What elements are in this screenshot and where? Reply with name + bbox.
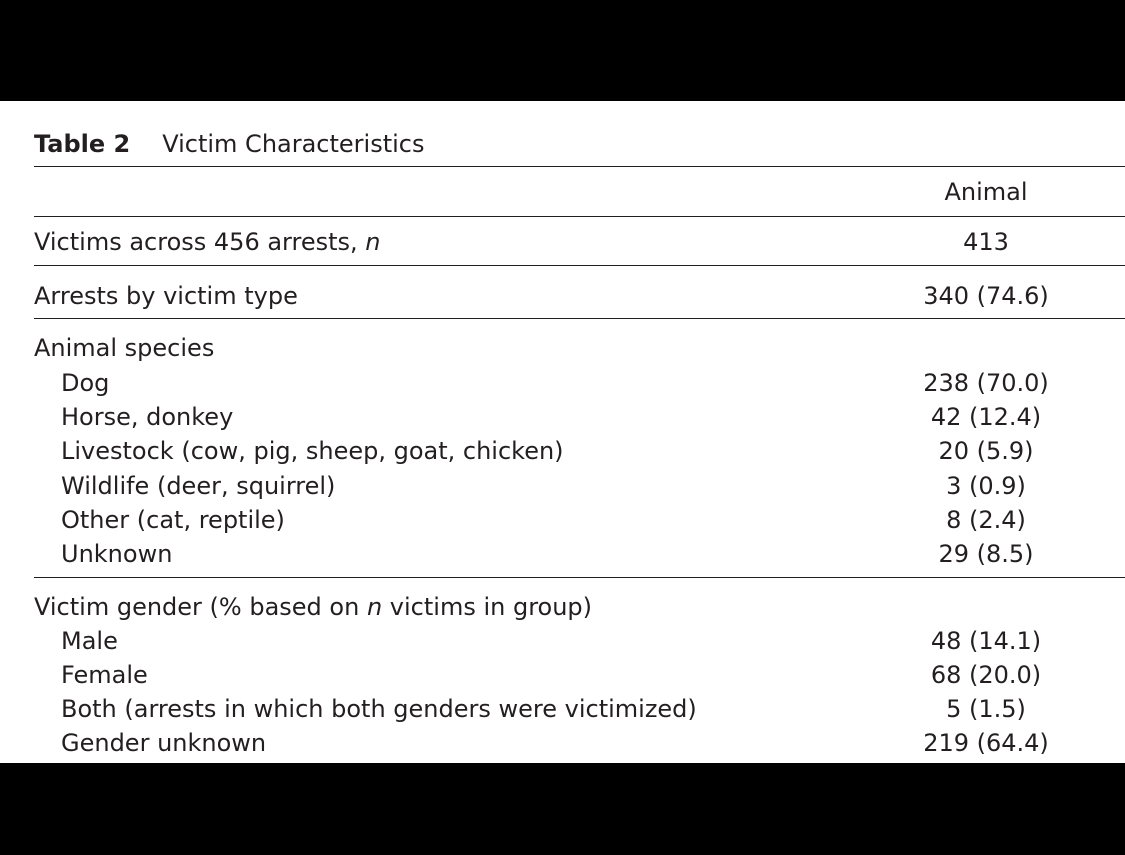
species-row-label: Dog: [61, 369, 110, 397]
top-rule: [34, 166, 1125, 167]
species-row-label: Unknown: [61, 540, 173, 568]
species-row-value: 238 (70.0): [923, 369, 1049, 397]
gender-row-value: 219 (64.4): [923, 729, 1049, 757]
species-row-label: Livestock (cow, pig, sheep, goat, chicken): [61, 437, 564, 465]
species-section-heading: Animal species: [34, 334, 215, 362]
section-rule: [34, 318, 1125, 319]
arrests-row-label: Arrests by victim type: [34, 282, 298, 310]
species-row-value: 8 (2.4): [946, 506, 1026, 534]
species-row-value: 20 (5.9): [938, 437, 1034, 465]
gender-row-label: Both (arrests in which both genders were victimized): [61, 695, 697, 723]
header-rule: [34, 216, 1125, 217]
gender-row-value: 48 (14.1): [930, 627, 1042, 655]
gender-row-label: Gender unknown: [61, 729, 267, 757]
column-header-animal: Animal: [944, 178, 1028, 206]
victims-row-value: 413: [963, 228, 1009, 256]
gender-row-label: Female: [61, 661, 148, 689]
row-rule: [34, 265, 1125, 266]
table-caption: [34, 126, 425, 162]
section-rule: [34, 577, 1125, 578]
gender-row-label: Male: [61, 627, 118, 655]
species-row-value: 3 (0.9): [946, 472, 1026, 500]
species-row-label: Wildlife (deer, squirrel): [61, 472, 336, 500]
table-title: Victim Characteristics: [162, 130, 425, 158]
table-label: Table 2: [34, 130, 131, 158]
species-row-value: 42 (12.4): [930, 403, 1042, 431]
gender-row-value: 68 (20.0): [930, 661, 1042, 689]
gender-section-heading: Victim gender (% based on n victims in group): [34, 593, 593, 621]
arrests-row-value: 340 (74.6): [923, 282, 1049, 310]
species-row-label: Other (cat, reptile): [61, 506, 285, 534]
species-row-label: Horse, donkey: [61, 403, 234, 431]
species-row-value: 29 (8.5): [938, 540, 1034, 568]
gender-row-value: 5 (1.5): [946, 695, 1026, 723]
victims-row-label: Victims across 456 arrests, n: [34, 228, 381, 256]
